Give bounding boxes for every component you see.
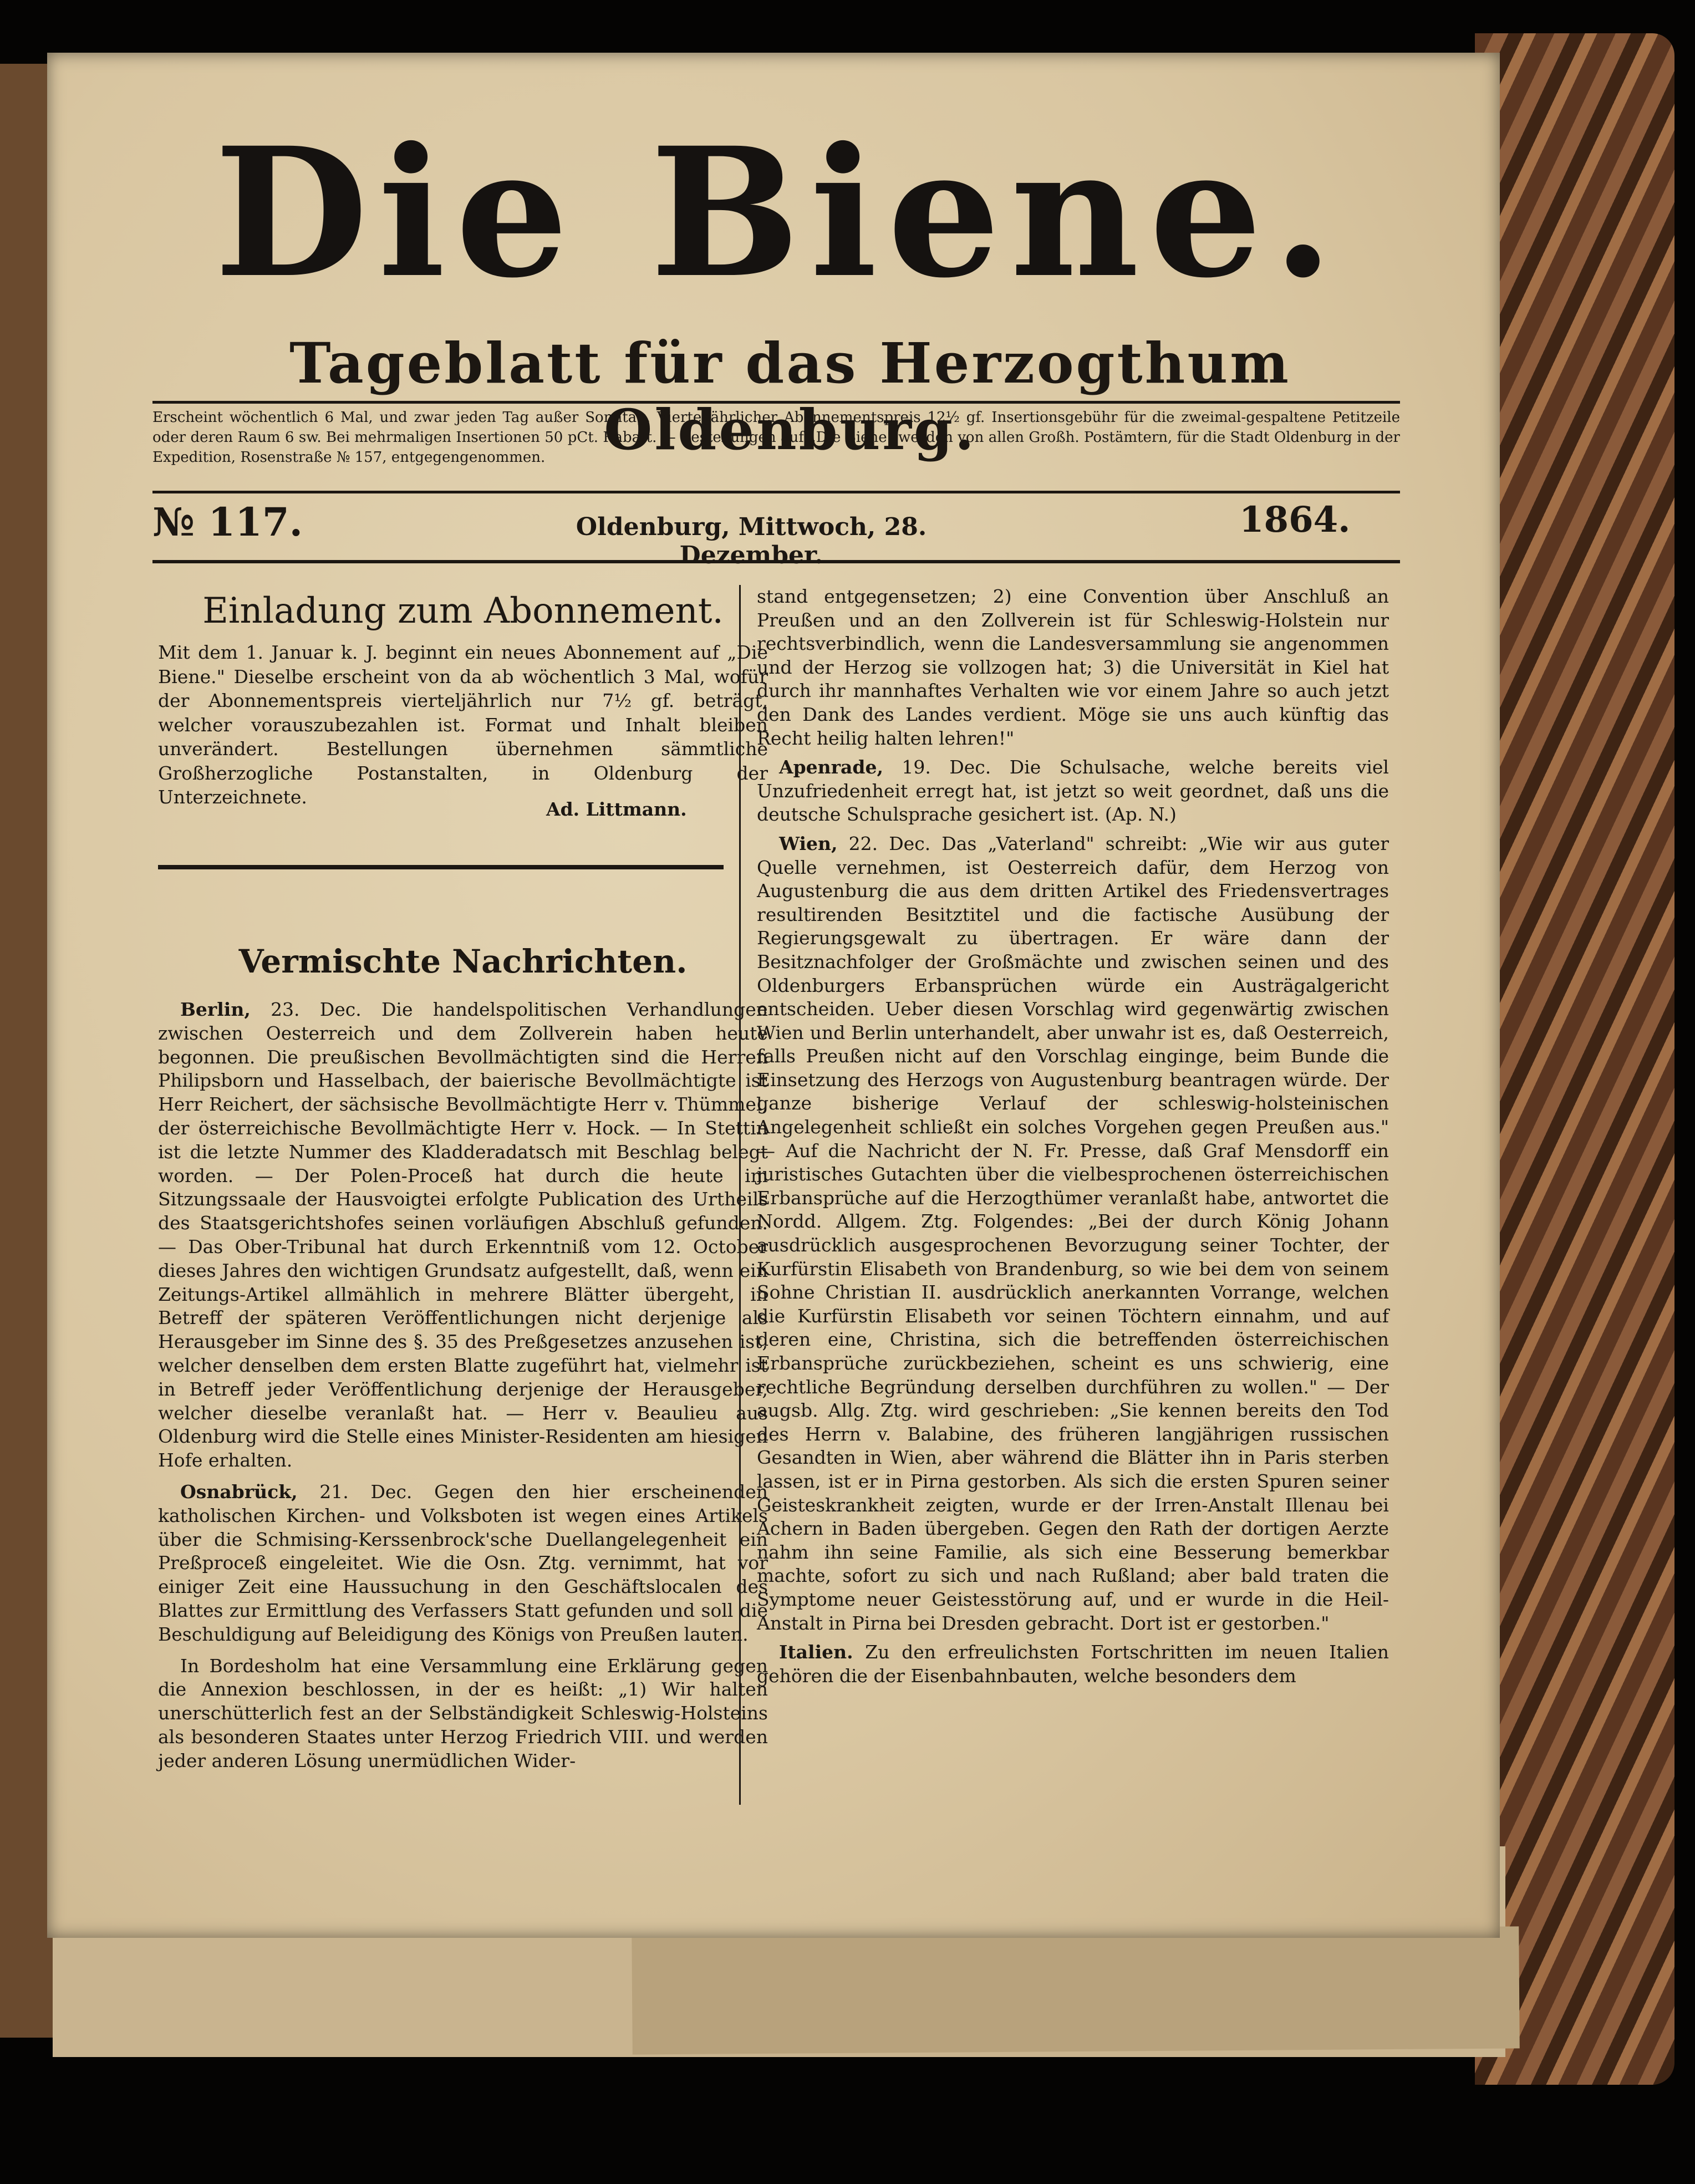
article-dateline: Berlin, xyxy=(180,999,251,1020)
section-rule xyxy=(158,865,724,869)
invitation-body: Mit dem 1. Januar k. J. beginnt ein neues Abonnement auf „Die Biene." Dieselbe erscheint von da ab wöchentlich 3 Mal, wofür der Abonnementspreis vierteljährlich nur 7½ gf. beträgt, welcher vorauszubezahlen ist. Format und Inhalt bleiben unverändert. Bestellungen übernehmen sämmtliche Großherzogliche Postanstalten, in Oldenburg der Unterzeichnete. xyxy=(158,642,768,808)
subscription-info: Erscheint wöchentlich 6 Mal, und zwar jeden Tag außer Sonntag. Vierteljährlicher Abonnementspreis 12½ gf. Insertionsgebühr für die zweimal-gespaltene Petitzeile oder deren Raum 6 sw. Bei mehrmaligen Insertionen 50 pCt. Rabatt. — Bestellungen auf „Die Biene" werden von allen Großh. Postämtern, für die Stadt Oldenburg in der Expedition, Rosenstraße № 157, entgegengenommen. xyxy=(152,409,1400,466)
article-text: 21. Dec. Gegen den hier erscheinenden katholischen Kirchen- und Volksboten ist wegen eines Artikels über die Schmising-Kerssenbrock'sche Duellangelegenheit ein Preßproceß eingeleitet. Wie die Osn. Ztg. vernimmt, hat vor einiger Zeit eine Haussuchung in den Geschäftslocalen des Blattes zur Ermittlung des Verfassers Statt gefunden und soll die Beschuldigung auf Beleidigung des Königs von Preußen lauten. xyxy=(158,1480,768,1645)
issue-place-date: Oldenburg, Mittwoch, 28. Dezember. xyxy=(576,513,927,569)
article-text: In Bordesholm hat eine Versammlung eine Erklärung gegen die Annexion beschlossen, in der es heißt: „1) Wir halten unerschütterlich fest an der Selbständigkeit Schleswig-Holsteins als besonderen Staates unter Herzog Friedrich VIII. und werden jeder anderen Lösung unermüdlichen Wider- xyxy=(158,1654,768,1771)
newspaper-page xyxy=(47,53,1500,1938)
invitation-title: Einladung zum Abonnement. xyxy=(202,590,724,632)
article-dateline: Wien, xyxy=(779,832,838,854)
article-text: stand entgegensetzen; 2) eine Convention über Anschluß an Preußen und an den Zollverein ist für Schleswig-Holstein nur rechtsverbindlich, wenn die Landesversammlung sie angenommen und der Herzog sie vollzogen hat; 3) die Universität in Kiel hat durch ihr mannhaftes Verhalten wie vor einem Jahre so auch jetzt den Dank des Landes verdient. Möge sie uns auch künftig das Recht heilig halten lehren!" xyxy=(757,586,1389,749)
article xyxy=(757,1641,1389,1688)
right-column-articles xyxy=(757,585,1389,1693)
header-rule-bottom xyxy=(152,560,1400,563)
newspaper-subtitle: Tageblatt für das Herzogthum Oldenburg. xyxy=(289,330,1291,462)
article xyxy=(158,1654,768,1773)
book-binding-marbled-cover xyxy=(1475,33,1674,2085)
article-dateline: Apenrade, xyxy=(779,756,883,778)
article-text: 23. Dec. Die handelspolitischen Verhandlungen zwischen Oesterreich und dem Zollverein haben heute begonnen. Die preußischen Bevollmächtigten sind die Herren Philipsborn und Hasselbach, der baierische Bevollmächtigte ist Herr Reichert, der sächsische Bevollmächtigte Herr v. Thümmel, der österreichische Bevollmächtigte Herr v. Hock. — In Stettin ist die letzte Nummer des Kladderadatsch mit Beschlag belegt worden. — Der Polen-Proceß hat durch die heute im Sitzungssaale der Hausvoigtei erfolgte Publication des Urtheils des Staatsgerichtshofes seinen vorläufigen Abschluß gefunden. — Das Ober-Tribunal hat durch Erkenntniß vom 12. October dieses Jahres den wichtigen Grundsatz aufgestellt, daß, wenn ein Zeitungs-Artikel allmählich in mehrere Blätter übergeht, in Betreff der späteren Veröffentlichungen nicht derjenige als Herausgeber im Sinne des §. 35 des Preßgesetzes anzusehen ist, welcher denselben dem ersten Blatte zugeführt hat, vielmehr ist in Betreff jeder Veröffentlichung derjenige der Herausgeber, welcher dieselbe veranlaßt hat. — Herr v. Beaulieu aus Oldenburg wird die Stelle eines Minister-Residenten am hiesigen Hofe erhalten. xyxy=(158,999,768,1472)
left-column-articles xyxy=(158,998,768,1781)
article-dateline: Osnabrück, xyxy=(180,1480,298,1503)
issue-year: 1864. xyxy=(1239,499,1351,541)
section-title: Vermischte Nachrichten. xyxy=(238,943,688,980)
article-text: 22. Dec. Das „Vaterland" schreibt: „Wie wir aus guter Quelle vernehmen, ist Oesterreich dafür, dem Herzog von Augustenburg die aus dem dritten Artikel des Friedensvertrages resultirenden Besitztitel und die factische Ausübung der Regierungsgewalt zu übertragen. Er wäre dann der Besitznachfolger der Großmächte und zwischen seinen und des Oldenburgers Erbansprüchen würde ein Austrägalgericht entscheiden. Ueber diesen Vorschlag wird gegenwärtig zwischen Wien und Berlin unterhandelt, aber unwahr ist es, daß Oesterreich, falls Preußen nicht auf den Vorschlag einginge, beim Bunde die Einsetzung des Herzogs von Augustenburg beantragen würde. Der ganze bisherige Verlauf der schleswig-holsteinischen Angelegenheit schließt ein solches Vorgehen gegen Preußen aus." — Auf die Nachricht der N. Fr. Presse, daß Graf Mensdorff ein juristisches Gutachten über die vielbesprochenen österreichischen Erbansprüche auf die Herzogthümer veranlaßt habe, antwortet die Nordd. Allgem. Ztg. Folgendes: „Bei der durch König Johann ausdrücklich ausgesprochenen Bevorzugung seiner Tochter, der Kurfürstin Elisabeth von Brandenburg, so wie bei dem von seinem Sohne Christian II. ausdrücklich anerkannten Vorrange, welchen die Kurfürstin Elisabeth vor seinen Töchtern einnahm, und auf deren eine, Christina, sich die betreffenden österreichischen Erbansprüche zurückbeziehen, scheint es uns schwierig, eine rechtliche Begründung derselben durchführen zu wollen." — Der augsb. Allg. Ztg. wird geschrieben: „Sie kennen bereits den Tod des Herrn v. Balabine, des früheren langjährigen russischen Gesandten in Wien, aber während die Blätter ihn in Paris sterben lassen, ist er in Pirna gestorben. Als sich die ersten Spuren seiner Geisteskrankheit zeigten, wurde er der Irren-Anstalt Illenau bei Achern in Baden übergeben. Gegen den Rath der dortigen Aerzte nahm ihn seine Familie, als sich eine Besserung bemerkbar machte, sofort zu sich und nach Rußland; aber bald traten die Symptome neuer Geistesstörung auf, und er wurde in die Heil-Anstalt in Pirna bei Dresden gebracht. Dort ist er gestorben." xyxy=(757,832,1389,1634)
article xyxy=(158,1480,768,1647)
underlying-page-edge xyxy=(632,1926,1519,2054)
invitation-signature: Ad. Littmann. xyxy=(546,798,687,820)
article xyxy=(757,832,1389,1635)
header-rule-top xyxy=(152,401,1400,404)
article xyxy=(757,756,1389,827)
article-text: 19. Dec. Die Schulsache, welche bereits viel Unzufriedenheit erregt hat, ist jetzt so weit geordnet, daß uns die deutsche Schulsprache gesichert ist. (Ap. N.) xyxy=(757,756,1389,826)
header-rule-middle xyxy=(152,491,1400,493)
article xyxy=(757,585,1389,750)
article-dateline: Italien. xyxy=(779,1641,853,1663)
article xyxy=(158,998,768,1473)
newspaper-title: Die Biene. xyxy=(214,109,1344,317)
article-text: Zu den erfreulichsten Fortschritten im neuen Italien gehören die der Eisenbahnbauten, welche besonders dem xyxy=(757,1641,1389,1687)
issue-number: № 117. xyxy=(152,499,303,545)
